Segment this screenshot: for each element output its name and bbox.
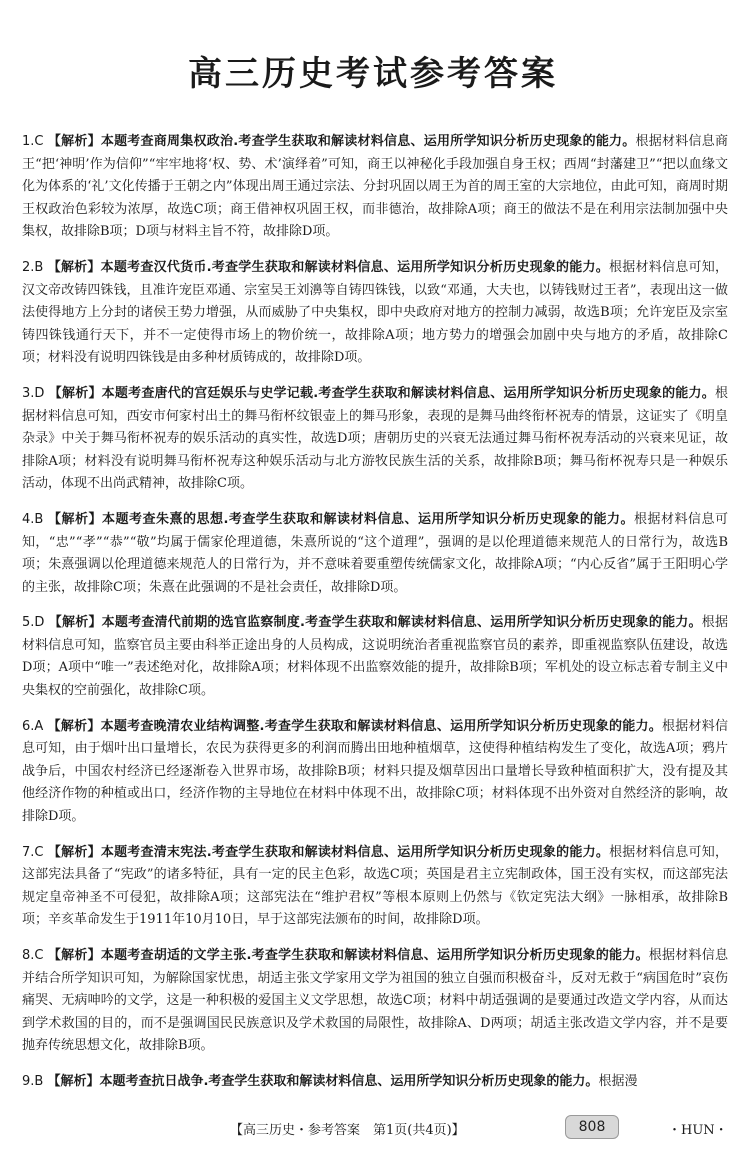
- analysis-tag: 【解析】: [47, 1073, 100, 1089]
- answer-item: [22, 509, 728, 599]
- analysis-body: 根据材料信息可知，由于烟叶出口量增长，农民为获得更多的利润而腾出田地种植烟草，这使得种植结构发生了变化，故选A项；鸦片战争后，中国农村经济已经逐渐卷入世界市场，故排除B项；材料只提及烟草因出口量增长导致种植面积扩大，没有提及其他经济作物的种植或出口，经济作物的主导地位在材料中体现不出，故排除C项；材料体现不出外资对自然经济的影响，故排除D项。: [22, 718, 728, 825]
- question-number: 9.B: [22, 1073, 44, 1089]
- question-number: 2.B: [22, 259, 44, 275]
- question-number: 5.D: [22, 615, 45, 631]
- footer-region: ・HUN・: [668, 1123, 728, 1138]
- question-number: 8.C: [22, 948, 44, 963]
- analysis-body: 根据材料信息商王“把‘神明’作为信仰”“牢牢地将‘权、势、术’演绎着”可知，商王以神秘化手段加强自身王权；西周“封藩建卫”“把以血缘文化为体系的‘礼’文化传播于王朝之内”体现出周王通过宗法、分封巩固以周王为首的周王室的大宗地位，由此可知，商周时期王权政治色彩较为浓厚，故选C项；商王借神权巩固王权，而非德治，故排除A项；商王的做法不是在利用宗法制加强中央集权，故排除B项；D项与材料主旨不符，故排除D项。: [22, 134, 728, 240]
- analysis-body: 根据材料信息可知，监察官员主要由科举正途出身的人员构成，这说明统治者重视监察官员的素养，即重视监察队伍建设，故选D项；A项中“唯一”表述绝对化，故排除A项；材料体现不出监察效能的提升，故排除B项；军机处的设立标志着专制主义中央集权的空前强化，故排除C项。: [22, 615, 728, 699]
- answer-item: [22, 1071, 728, 1094]
- paper-code-badge: 808: [565, 1115, 619, 1139]
- analysis-heading: 本题考查胡适的文学主张.考查学生获取和解读材料信息、运用所学知识分析历史现象的能力。: [100, 948, 649, 963]
- analysis-body: 根据漫: [598, 1073, 638, 1089]
- analysis-heading: 本题考查清末宪法.考查学生获取和解读材料信息、运用所学知识分析历史现象的能力。: [100, 844, 610, 860]
- analysis-body: 根据材料信息可知，西安市何家村出土的舞马衔杯纹银壶上的舞马形象，表现的是舞马曲终衔杯祝寿的情景，这证实了《明皇杂录》中关于舞马衔杯祝寿的娱乐活动的真实性，故选D项；唐朝历史的兴衰无法通过舞马衔杯祝寿活动的兴衰来见证，故排除A项；材料没有说明舞马衔杯祝寿这种娱乐活动与北方游牧民族生活的关系，故排除B项；舞马衔杯祝寿只是一种娱乐活动，体现不出尚武精神，故排除C项。: [22, 385, 728, 492]
- page-footer: [0, 1112, 746, 1142]
- answer-item: [22, 612, 728, 702]
- analysis-body: 根据材料信息可知，汉文帝改铸四铢钱，且准许宠臣邓通、宗室吴王刘濞等自铸四铢钱，以致“邓通，大夫也，以铸钱财过王者”，表现出这一做法使得地方上分封的诸侯王势力增强，从而威胁了中央集权，即中央政府对地方的控制力减弱，故选B项；允许宠臣及宗室铸四铢钱通行天下，并不一定使得市场上的物价统一，故排除A项；地方势力的增强会加剧中央与地方的矛盾，故排除C项；材料没有说明四铢钱是由多种材质铸成的，故排除D项。: [22, 259, 728, 366]
- analysis-heading: 本题考查朱熹的思想.考查学生获取和解读材料信息、运用所学知识分析历史现象的能力。: [101, 511, 634, 527]
- answer-item: [22, 257, 728, 370]
- answer-list: [22, 118, 728, 1094]
- question-number: 3.D: [22, 385, 45, 401]
- analysis-tag: 【解析】: [48, 615, 102, 631]
- analysis-tag: 【解析】: [48, 385, 102, 401]
- analysis-body: 根据材料信息可知，这部宪法具备了“宪政”的诸多特征，具有一定的民主色彩，故选C项；英国是君主立宪制政体，国王没有实权，而这部宪法规定皇帝神圣不可侵犯，故排除A项；这部宪法在“维护君权”等根本原则上仍然与《钦定宪法大纲》一脉相承，故排除B项；辛亥革命发生于1911年10月10日，早于这部宪法颁布的时间，故排除D项。: [22, 844, 728, 928]
- page-title: 高三历史考试参考答案: [188, 54, 558, 94]
- answer-item: [22, 945, 728, 1058]
- analysis-tag: 【解析】: [47, 844, 101, 860]
- analysis-heading: 本题考查晚清农业结构调整.考查学生获取和解读材料信息、运用所学知识分析历史现象的能力。: [100, 718, 662, 734]
- question-number: 1.C: [22, 134, 44, 149]
- analysis-heading: 本题考查抗日战争.考查学生获取和解读材料信息、运用所学知识分析历史现象的能力。: [99, 1073, 599, 1089]
- answer-item: [22, 131, 728, 244]
- analysis-tag: 【解析】: [47, 259, 101, 275]
- analysis-heading: 本题考查商周集权政治.考查学生获取和解读材料信息、运用所学知识分析历史现象的能力。: [100, 134, 636, 149]
- answer-item: [22, 716, 728, 829]
- footer-page-info: 【高三历史・参考答案 第1页(共4页)】: [230, 1123, 465, 1138]
- analysis-tag: 【解析】: [47, 948, 101, 963]
- analysis-heading: 本题考查清代前期的选官监察制度.考查学生获取和解读材料信息、运用所学知识分析历史现象的能力。: [101, 615, 702, 631]
- answer-item: [22, 842, 728, 932]
- analysis-heading: 本题考查唐代的宫廷娱乐与史学记载.考查学生获取和解读材料信息、运用所学知识分析历史现象的能力。: [101, 385, 715, 401]
- analysis-tag: 【解析】: [47, 718, 101, 734]
- analysis-tag: 【解析】: [47, 134, 101, 149]
- analysis-tag: 【解析】: [47, 511, 102, 527]
- answer-item: [22, 383, 728, 496]
- analysis-body: 根据材料信息并结合所学知识可知，为解除国家忧患，胡适主张文学家用文学为祖国的独立自强而积极奋斗，反对无救于“病国危时”哀伤痛哭、无病呻吟的文学，这是一种积极的爱国主义文学思想，故选C项；材料中胡适强调的是要通过改造文学内容，从而达到学术救国的目的，而不是强调国民民族意识及学术救国的局限性，故排除A、D两项；胡适主张改造文学内容，并不是要抛弃传统思想文化，故排除B项。: [22, 948, 728, 1054]
- analysis-heading: 本题考查汉代货币.考查学生获取和解读材料信息、运用所学知识分析历史现象的能力。: [100, 259, 610, 275]
- question-number: 7.C: [22, 844, 44, 860]
- analysis-body: 根据材料信息可知，“忠”“孝”“恭”“敬”均属于儒家伦理道德，朱熹所说的“这个道理”，强调的是以伦理道德来规范人的日常行为，故选B项；朱熹强调以伦理道德来规范人的日常行为，并不意味着要重塑传统儒家文化，故排除A项；“内心反省”属于王阳明心学的主张，故排除C项；朱熹在此强调的不是社会责任，故排除D项。: [22, 511, 728, 595]
- question-number: 4.B: [22, 511, 44, 527]
- question-number: 6.A: [22, 718, 44, 734]
